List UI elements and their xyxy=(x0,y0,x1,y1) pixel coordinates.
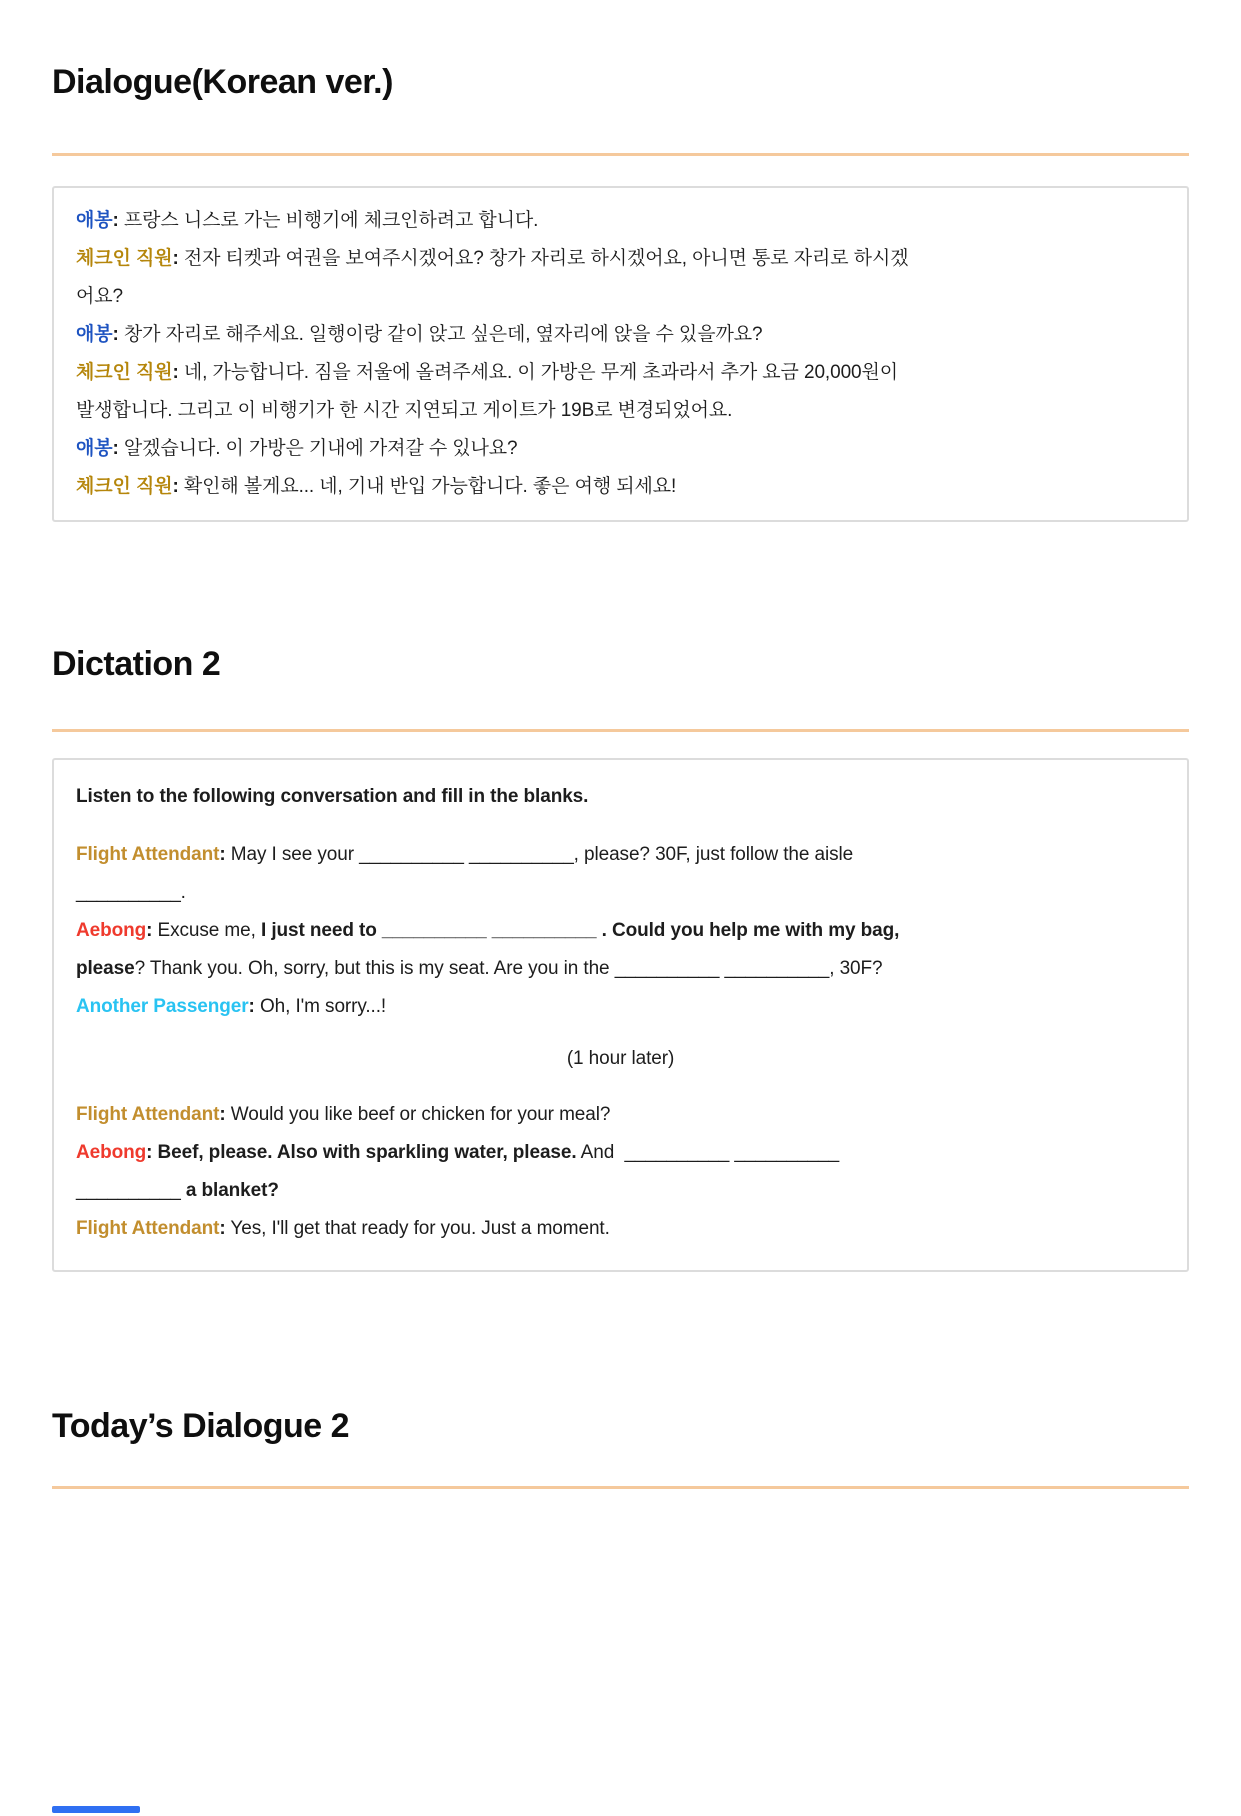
section-title-todays-dialogue: Today’s Dialogue 2 xyxy=(52,1406,350,1445)
dialogue-text: And xyxy=(576,1141,625,1163)
dialogue-line xyxy=(76,202,1165,240)
dialogue-line xyxy=(76,1210,1165,1248)
dialogue-text: ? Thank you. Oh, sorry, but this is my seat. Are you in the xyxy=(134,957,615,979)
blank-field: __________ __________ xyxy=(614,957,830,979)
dialogue-line xyxy=(76,1096,1165,1134)
dialogue-text: May I see your xyxy=(225,843,360,865)
dialogue-text: 알겠습니다. 이 가방은 기내에 가져갈 수 있나요? xyxy=(118,437,518,459)
speaker-label: 체크인 직원 xyxy=(76,361,173,383)
dialogue-text: : xyxy=(112,437,119,459)
dialogue-text: : xyxy=(172,475,179,497)
speaker-label: Flight Attendant xyxy=(76,1217,220,1239)
dialogue-text: 네, 가능합니다. 짐을 저울에 올려주세요. 이 가방은 무게 초과라서 추가 요금 20,000원이 xyxy=(178,361,899,383)
blank-field: I just need to __________ __________ . Could you help me with my bag, xyxy=(260,919,900,941)
speaker-label: 체크인 직원 xyxy=(76,247,173,269)
dialogue-text: (1 hour later) xyxy=(566,1047,675,1069)
dialogue-line xyxy=(76,1172,1165,1210)
section-title-korean-dialogue: Dialogue(Korean ver.) xyxy=(52,63,393,101)
dialogue-text: 전자 티켓과 여권을 보여주시겠어요? 창가 자리로 하시겠어요, 아니면 통로 자리로 하시겠 xyxy=(178,247,909,269)
section-divider xyxy=(52,729,1189,732)
blank-field: __________. xyxy=(76,881,186,903)
section-title-dictation: Dictation 2 xyxy=(52,644,221,683)
dialogue-text: : xyxy=(172,361,179,383)
speaker-label: Flight Attendant xyxy=(76,1103,220,1125)
dialogue-line xyxy=(76,1134,1165,1172)
dialogue-text: : xyxy=(248,995,255,1017)
dialogue-text: Excuse me, xyxy=(152,919,261,941)
dialogue-text: Beef, please. Also with sparkling water, please. xyxy=(157,1141,577,1163)
dialogue-line xyxy=(76,950,1165,988)
worksheet-page xyxy=(52,62,1189,1489)
dialogue-text: 어요? xyxy=(76,285,123,307)
dialogue-line xyxy=(76,392,1165,430)
dictation-lines xyxy=(76,778,1165,1248)
dialogue-line xyxy=(76,316,1165,354)
speaker-label: 체크인 직원 xyxy=(76,475,173,497)
dialogue-text: : xyxy=(219,843,226,865)
speaker-label: Another Passenger xyxy=(76,995,249,1017)
dialogue-text: , 30F? xyxy=(829,957,883,979)
speaker-label: 애봉 xyxy=(76,323,113,345)
dialogue-line xyxy=(76,836,1165,874)
dialogue-line xyxy=(76,430,1165,468)
speaker-label: 애봉 xyxy=(76,437,113,459)
speaker-label: 애봉 xyxy=(76,209,113,231)
dialogue-text: : xyxy=(146,1141,153,1163)
speaker-label: Aebong xyxy=(76,1141,147,1163)
dialogue-text: Oh, I'm sorry...! xyxy=(254,995,387,1017)
dialogue-text: Would you like beef or chicken for your meal? xyxy=(225,1103,611,1125)
dialogue-text: : xyxy=(112,323,119,345)
dialogue-text: : xyxy=(219,1217,226,1239)
speaker-label: Flight Attendant xyxy=(76,843,220,865)
instruction xyxy=(76,778,1165,816)
dialogue-line xyxy=(76,240,1165,278)
dialogue-text: : xyxy=(172,247,179,269)
dialogue-text: 창가 자리로 해주세요. 일행이랑 같이 앉고 싶은데, 옆자리에 앉을 수 있을까요? xyxy=(118,323,763,345)
blank-field: __________ __________ xyxy=(624,1141,840,1163)
blue-accent-bar xyxy=(52,1806,140,1813)
speaker-label: Aebong xyxy=(76,919,147,941)
dialogue-text: , please? 30F, just follow the aisle xyxy=(573,843,854,865)
dialogue-line xyxy=(76,988,1165,1026)
section-divider xyxy=(52,1486,1189,1489)
dialogue-text: Listen to the following conversation and fill in the blanks. xyxy=(76,785,589,807)
dialogue-text: please xyxy=(76,957,135,979)
dictation-box xyxy=(52,758,1189,1272)
dialogue-line xyxy=(76,874,1165,912)
korean-dialogue-box xyxy=(52,186,1189,522)
blank-field: __________ xyxy=(76,1179,186,1201)
dialogue-text: : xyxy=(219,1103,226,1125)
blank-field: __________ __________ xyxy=(359,843,574,865)
dialogue-line xyxy=(76,278,1165,316)
dialogue-text: 발생합니다. 그리고 이 비행기가 한 시간 지연되고 게이트가 19B로 변경되었어요. xyxy=(76,399,733,421)
dialogue-text: 프랑스 니스로 가는 비행기에 체크인하려고 합니다. xyxy=(118,209,539,231)
dialogue-text: Yes, I'll get that ready for you. Just a moment. xyxy=(225,1217,610,1239)
dialogue-line xyxy=(76,1040,1165,1078)
dialogue-text: a blanket? xyxy=(185,1179,279,1201)
dialogue-line xyxy=(76,354,1165,392)
dialogue-line xyxy=(76,468,1165,506)
dialogue-line xyxy=(76,912,1165,950)
korean-dialogue-lines xyxy=(76,202,1165,506)
dialogue-text: : xyxy=(112,209,119,231)
dialogue-text: : xyxy=(146,919,153,941)
dialogue-text: 확인해 볼게요... 네, 기내 반입 가능합니다. 좋은 여행 되세요! xyxy=(178,475,677,497)
section-divider xyxy=(52,153,1189,156)
